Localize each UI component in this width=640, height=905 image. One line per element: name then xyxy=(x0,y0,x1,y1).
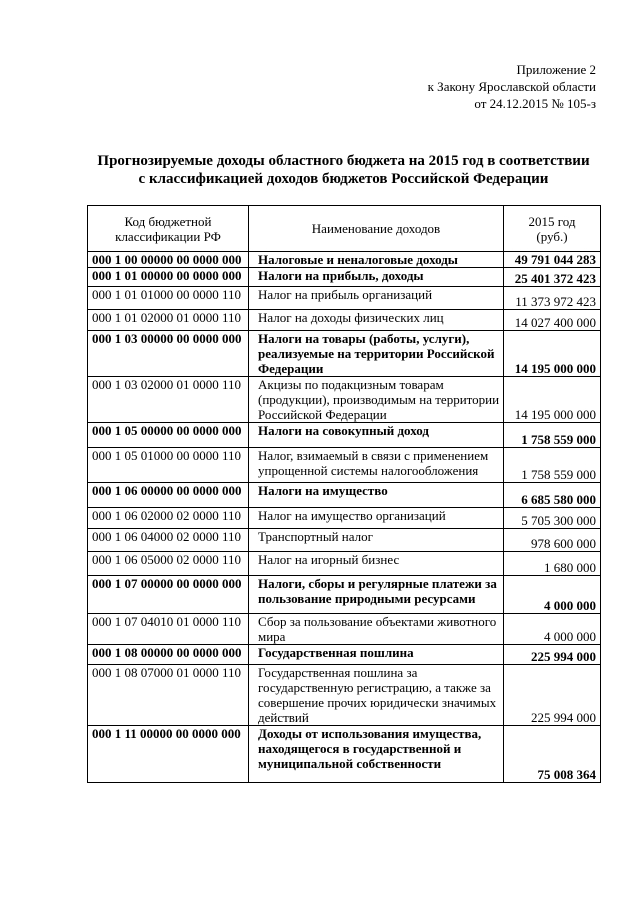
amount-cell: 6 685 580 000 xyxy=(504,483,601,508)
table-body xyxy=(88,252,601,783)
budget-code-cell: 000 1 05 01000 00 0000 110 xyxy=(88,448,249,483)
table-row xyxy=(88,331,601,377)
amount-cell: 14 195 000 000 xyxy=(504,377,601,423)
table-row xyxy=(88,377,601,423)
amount-cell: 49 791 044 283 xyxy=(504,252,601,268)
table-row xyxy=(88,726,601,783)
amount-cell: 1 758 559 000 xyxy=(504,448,601,483)
budget-code-cell: 000 1 07 00000 00 0000 000 xyxy=(88,576,249,614)
amount-cell: 225 994 000 xyxy=(504,645,601,665)
amount-cell: 25 401 372 423 xyxy=(504,268,601,287)
income-name-cell: Налоги, сборы и регулярные платежи за пользование природными ресурсами xyxy=(249,576,504,614)
income-name-cell: Налоги на товары (работы, услуги), реализуемые на территории Российской Федерации xyxy=(249,331,504,377)
amount-cell: 4 000 000 xyxy=(504,614,601,645)
amount-cell: 14 195 000 000 xyxy=(504,331,601,377)
table-header-row xyxy=(88,206,601,252)
table-row xyxy=(88,552,601,576)
amount-cell: 14 027 400 000 xyxy=(504,310,601,331)
income-name-cell: Налог, взимаемый в связи с применением упрощенной системы налогообложения xyxy=(249,448,504,483)
budget-code-cell: 000 1 06 05000 02 0000 110 xyxy=(88,552,249,576)
table-row xyxy=(88,423,601,448)
column-header-code: Код бюджетной классификации РФ xyxy=(88,206,249,252)
income-name-cell: Налоги на совокупный доход xyxy=(249,423,504,448)
amount-cell: 1 680 000 xyxy=(504,552,601,576)
amount-cell: 978 600 000 xyxy=(504,529,601,552)
appendix-note xyxy=(428,61,596,112)
budget-code-cell: 000 1 08 07000 01 0000 110 xyxy=(88,665,249,726)
amount-cell: 5 705 300 000 xyxy=(504,508,601,529)
income-name-cell: Налог на прибыль организаций xyxy=(249,287,504,310)
table-row xyxy=(88,483,601,508)
document-title xyxy=(87,152,600,188)
table-row xyxy=(88,645,601,665)
income-name-cell: Налог на имущество организаций xyxy=(249,508,504,529)
income-name-cell: Налоги на имущество xyxy=(249,483,504,508)
budget-code-cell: 000 1 00 00000 00 0000 000 xyxy=(88,252,249,268)
amount-cell: 75 008 364 xyxy=(504,726,601,783)
table-row xyxy=(88,252,601,268)
column-header-amount: 2015 год (руб.) xyxy=(504,206,601,252)
table-row xyxy=(88,614,601,645)
budget-code-cell: 000 1 11 00000 00 0000 000 xyxy=(88,726,249,783)
budget-code-cell: 000 1 01 02000 01 0000 110 xyxy=(88,310,249,331)
budget-code-cell: 000 1 08 00000 00 0000 000 xyxy=(88,645,249,665)
table-row xyxy=(88,576,601,614)
income-name-cell: Транспортный налог xyxy=(249,529,504,552)
amount-cell: 225 994 000 xyxy=(504,665,601,726)
amount-cell: 4 000 000 xyxy=(504,576,601,614)
table-row xyxy=(88,268,601,287)
table-row xyxy=(88,310,601,331)
income-name-cell: Налог на игорный бизнес xyxy=(249,552,504,576)
budget-code-cell: 000 1 06 02000 02 0000 110 xyxy=(88,508,249,529)
appendix-law-date: от 24.12.2015 № 105-з xyxy=(474,96,596,111)
appendix-number: Приложение 2 xyxy=(516,62,596,77)
document-title-line: Прогнозируемые доходы областного бюджета на 2015 год в соответствии xyxy=(97,153,590,169)
income-name-cell: Налог на доходы физических лиц xyxy=(249,310,504,331)
income-name-cell: Налоги на прибыль, доходы xyxy=(249,268,504,287)
income-name-cell: Акцизы по подакцизным товарам (продукции), производимым на территории Российской Федерации xyxy=(249,377,504,423)
document-title-line: с классификацией доходов бюджетов Российской Федерации xyxy=(138,171,549,187)
table-row xyxy=(88,448,601,483)
budget-code-cell: 000 1 01 00000 00 0000 000 xyxy=(88,268,249,287)
income-name-cell: Доходы от использования имущества, находящегося в государственной и муниципальной собственности xyxy=(249,726,504,783)
income-table xyxy=(87,205,601,783)
income-name-cell: Государственная пошлина за государственную регистрацию, а также за совершение прочих юридически значимых действий xyxy=(249,665,504,726)
budget-code-cell: 000 1 03 00000 00 0000 000 xyxy=(88,331,249,377)
appendix-law-reference: к Закону Ярославской области xyxy=(427,79,596,94)
budget-code-cell: 000 1 05 00000 00 0000 000 xyxy=(88,423,249,448)
amount-cell: 11 373 972 423 xyxy=(504,287,601,310)
income-name-cell: Государственная пошлина xyxy=(249,645,504,665)
budget-code-cell: 000 1 01 01000 00 0000 110 xyxy=(88,287,249,310)
budget-code-cell: 000 1 06 00000 00 0000 000 xyxy=(88,483,249,508)
budget-code-cell: 000 1 03 02000 01 0000 110 xyxy=(88,377,249,423)
table-row xyxy=(88,665,601,726)
table-row xyxy=(88,508,601,529)
budget-code-cell: 000 1 07 04010 01 0000 110 xyxy=(88,614,249,645)
income-name-cell: Сбор за пользование объектами животного мира xyxy=(249,614,504,645)
table-row xyxy=(88,529,601,552)
budget-code-cell: 000 1 06 04000 02 0000 110 xyxy=(88,529,249,552)
table-row xyxy=(88,287,601,310)
column-header-name: Наименование доходов xyxy=(249,206,504,252)
income-name-cell: Налоговые и неналоговые доходы xyxy=(249,252,504,268)
amount-cell: 1 758 559 000 xyxy=(504,423,601,448)
